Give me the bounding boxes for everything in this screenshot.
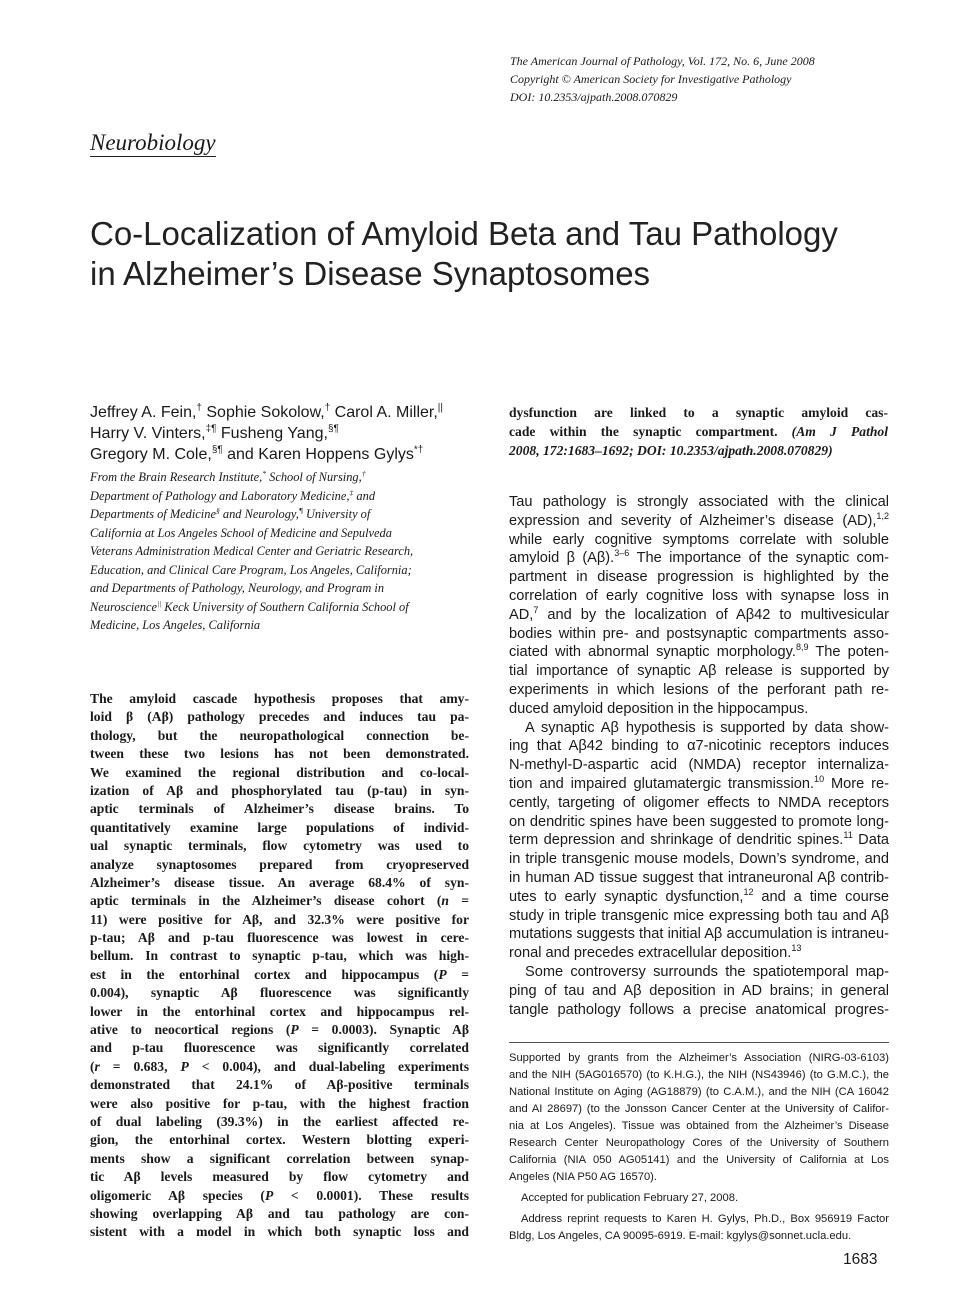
affiliation-line: and Departments of Pathology, Neurology, and Program in [90, 581, 385, 595]
affiliation-mark: § [215, 505, 220, 515]
body-line: while early cognitive symptoms correlate with soluble [509, 531, 889, 548]
abstract-line: (r = 0.683, P < 0.004), and dual-labeling experiments [90, 1058, 469, 1074]
footnote-funding-line: nia at Los Angeles). Tissue was obtained from the Alzheimer’s Disease [509, 1120, 889, 1132]
affiliations [90, 468, 475, 635]
abstract-line: aptic terminals in the Alzheimer’s disease cohort (n = [90, 893, 469, 909]
body-line: N-methyl-D-aspartic acid (NMDA) receptor internaliza- [509, 757, 889, 774]
abstract-line: ual synaptic terminals, flow cytometry was used to [90, 838, 469, 854]
affiliation-text: Department of Pathology and Laboratory Medicine, [90, 488, 350, 503]
body-line: ciated with abnormal synaptic morphology.$^{8,9}$ The poten- [509, 643, 889, 661]
footnote-funding-line: Angeles (NIA P50 AG 16570). [509, 1171, 658, 1183]
abstract-line: loid β (Aβ) pathology precedes and induces tau pa- [90, 709, 469, 725]
affiliation-text: Neuroscience [90, 599, 157, 614]
footnote-divider [509, 1042, 889, 1043]
affiliation-line [90, 598, 475, 617]
footnote-funding-line: and AI 28697) (to the Jonsson Cancer Center at the University of Califor- [509, 1103, 889, 1115]
body-line: experiments in which lesions of the perforant path re- [509, 681, 889, 698]
author-affiliation-mark: §¶ [211, 444, 223, 456]
body-line: Some controversy surrounds the spatiotemporal map- [525, 963, 889, 980]
affiliation-text: Departments of Medicine [90, 507, 216, 521]
body-line: cently, targeting of oligomer effects to NMDA receptors [509, 794, 889, 811]
body-line: ronal and precedes extracellular deposition.$^{13}$ [509, 943, 802, 962]
body-line: duced amyloid deposition in the hippocampus. [509, 700, 809, 717]
affiliation-line: Medicine, Los Angeles, California [90, 618, 261, 632]
title-line: in Alzheimer’s Disease Synaptosomes [90, 255, 651, 292]
body-line: study in triple transgenic mice expressing both tau and Aβ [509, 907, 889, 924]
body-text [509, 493, 889, 1019]
body-line: utes to early synaptic dysfunction,$^{12}$ and a time course [509, 887, 889, 905]
affiliation-text: From the Brain Research Institute, [90, 470, 263, 484]
affiliation-text: and Neurology, [219, 507, 299, 521]
affiliation-line: Education, and Clinical Care Program, Los Angeles, California; [90, 562, 412, 577]
body-line: mutations suggests that initial Aβ accumulation is intraneu- [509, 926, 889, 943]
abstract-line: bellum. In contrast to synaptic p-tau, which was high- [90, 948, 469, 964]
affiliation-mark: ¶ [298, 505, 303, 515]
article-title [90, 214, 890, 294]
affiliation-mark: * [262, 468, 267, 478]
abstract-line: gion, the entorhinal cortex. Western blotting experi- [90, 1132, 469, 1148]
body-line: expression and severity of Alzheimer’s disease (AD),$^{1,2}$ [509, 511, 889, 529]
footnote-funding-line: California (NIA 050 AG05141) and the University of California at Los [509, 1154, 889, 1166]
footnote-funding-line: and the NIH (5AG016570) (to K.H.G.), the NIH (NS43946) (to G.M.C.), the [509, 1069, 889, 1081]
author-affiliation-mark: † [196, 402, 202, 414]
abstract-line: 0.004), synaptic Aβ fluorescence was significantly [90, 985, 469, 1001]
abstract-line [509, 441, 888, 460]
section-label [90, 130, 216, 156]
body-line: in triple transgenic mouse models, Down’s syndrome, and [509, 851, 889, 868]
affiliation-text: University of [302, 507, 371, 521]
body-line: term depression and shrinkage of dendritic spines.$^{11}$ Data [509, 831, 889, 849]
author-line [90, 423, 485, 444]
abstract-line: sistent with a model in which both synaptic loss and [90, 1224, 469, 1240]
copyright-line: Copyright © American Society for Investigative Pathology [510, 72, 792, 86]
abstract-line: ative to neocortical regions (P = 0.0003). Synaptic Aβ [90, 1022, 469, 1038]
author-affiliation-mark: † [324, 402, 331, 414]
footnote-reprint-line: Address reprint requests to Karen H. Gylys, Ph.D., Box 956919 Factor [521, 1213, 889, 1225]
body-line: A synaptic Aβ hypothesis is supported by data show- [525, 719, 889, 736]
journal-header [510, 52, 910, 106]
affiliation-mark: || [156, 598, 162, 608]
affiliation-line: Veterans Administration Medical Center and Geriatric Research, [90, 544, 414, 558]
body-line: in human AD tissue suggest that intraneuronal Aβ contrib- [509, 869, 889, 886]
author-list [90, 402, 485, 465]
author-name: and Karen Hoppens Gylys [222, 446, 414, 463]
body-line: tangle pathology follows a precise anatomical progres- [509, 1001, 889, 1018]
abstract-line: were also positive for p-tau, with the highest fraction [90, 1095, 469, 1111]
abstract-line: est in the entorhinal cortex and hippocampus (P = [90, 966, 469, 982]
abstract-line: quantitatively examine large populations of individ- [90, 819, 469, 835]
body-line: tion and impaired glutamatergic transmission.$^{10}$ More re- [509, 774, 889, 792]
affiliation-text: School of Nursing, [266, 470, 362, 484]
abstract-citation: (Am J Pathol [791, 424, 888, 440]
author-affiliation-mark: *† [413, 444, 424, 456]
abstract-line: We examined the regional distribution and co-local- [90, 764, 469, 780]
author-name: Fusheng Yang, [216, 425, 328, 442]
footnote-funding-line: Supported by grants from the Alzheimer’s Association (NIRG-03-6103) [509, 1052, 889, 1064]
affiliation-mark: † [361, 468, 366, 478]
body-line: ping of tau and Aβ deposition in AD brains; in general [509, 982, 889, 999]
footnote-reprint-line: Bldg, Los Angeles, CA 90095-6919. E-mail: kgylys@sonnet.ucla.edu. [509, 1230, 852, 1242]
abstract [90, 690, 469, 1242]
footnotes [509, 1050, 889, 1245]
author-line [90, 402, 485, 423]
affiliation-mark: ‡ [349, 487, 354, 497]
page-number: 1683 [843, 1251, 878, 1268]
footnote-funding-line: Research Center Neuropathology Cores of the University of Southern [509, 1137, 889, 1149]
body-line: Tau pathology is strongly associated with the clinical [509, 494, 889, 510]
author-name: Sophie Sokolow, [201, 404, 325, 421]
abstract-line: analyze synaptosomes prepared from cryopreserved [90, 856, 469, 872]
author-affiliation-mark: §¶ [327, 423, 339, 435]
abstract-line: and p-tau fluorescence was significantly correlated [90, 1040, 469, 1056]
affiliation-text: Keck University of Southern California School of [161, 599, 409, 614]
author-name: Jeffrey A. Fein, [90, 404, 197, 421]
section-label-text: Neurobiology [90, 130, 216, 155]
body-line: tial importance of synaptic Aβ release is supported by [509, 663, 889, 680]
abstract-line: ization of Aβ and phosphorylated tau (p-tau) in syn- [90, 782, 469, 798]
abstract-line: oligomeric Aβ species (P < 0.0001). These results [90, 1187, 469, 1203]
abstract-line: tween these two lesions has not been demonstrated. [90, 746, 469, 762]
body-line: on dendritic spines have been suggested to promote long- [509, 813, 889, 830]
abstract-line: of dual labeling (39.3%) in the earliest affected re- [90, 1113, 469, 1129]
footnote-funding-line: National Institute on Aging (AG18879) (to C.A.M.), and the NIH (CA 16042 [509, 1086, 889, 1098]
affiliation-text: and [353, 488, 376, 503]
abstract-line: ments show a significant correlation between synap- [90, 1150, 469, 1166]
author-name: Carol A. Miller, [330, 404, 438, 421]
body-line: amyloid β (Aβ).$^{3-6}$ The importance of the synaptic com- [509, 549, 889, 567]
abstract-citation: 2008, 172:1683–1692; DOI: 10.2353/ajpath.2008.070829) [509, 443, 833, 459]
abstract-line: lower in the entorhinal cortex and hippocampus rel- [90, 1003, 469, 1019]
abstract-line: showing overlapping Aβ and tau pathology are con- [90, 1205, 469, 1221]
body-line: AD,$^7$ and by the localization of Aβ42 to multivesicular [509, 605, 889, 623]
abstract-line: tic Aβ levels measured by flow cytometry and [90, 1169, 469, 1185]
abstract-line: aptic terminals of Alzheimer’s disease brains. To [90, 801, 469, 817]
abstract-continuation [509, 403, 888, 461]
body-line: ing that Aβ42 binding to α7-nicotinic receptors induces [509, 738, 889, 755]
abstract-line: p-tau; Aβ and p-tau fluorescence was lowest in cere- [90, 930, 469, 946]
footnote-accepted: Accepted for publication February 27, 2008. [521, 1192, 739, 1204]
affiliation-line [90, 468, 475, 487]
abstract-line: Alzheimer’s disease tissue. An average 68.4% of syn- [90, 874, 469, 890]
author-name: Harry V. Vinters, [90, 425, 206, 442]
journal-citation-line: The American Journal of Pathology, Vol. 172, No. 6, June 2008 [510, 54, 815, 68]
author-line [90, 444, 485, 465]
doi-line: DOI: 10.2353/ajpath.2008.070829 [510, 90, 678, 104]
author-name: Gregory M. Cole, [90, 446, 212, 463]
abstract-line [509, 422, 888, 441]
author-affiliation-mark: || [437, 402, 443, 414]
abstract-line: 11) were positive for Aβ, and 32.3% were positive for [90, 911, 469, 927]
affiliation-line [90, 505, 475, 524]
abstract-line: thology, but the neuropathological connection be- [90, 727, 469, 743]
affiliation-line: California at Los Angeles School of Medicine and Sepulveda [90, 525, 392, 540]
body-line: bodies within pre- and postsynaptic compartments asso- [509, 625, 889, 642]
body-line: correlation of early cognitive loss with synapse loss in [509, 587, 889, 604]
abstract-line-text: cade within the synaptic compartment. [509, 424, 778, 440]
abstract-line: demonstrated that 24.1% of Aβ-positive terminals [90, 1077, 469, 1093]
author-affiliation-mark: ‡¶ [205, 423, 217, 435]
affiliation-line [90, 487, 475, 506]
abstract-line: The amyloid cascade hypothesis proposes that amy- [90, 691, 469, 706]
title-line: Co-Localization of Amyloid Beta and Tau Pathology [90, 215, 838, 252]
body-line: partment in disease progression is highlighted by the [509, 569, 889, 586]
abstract-line: dysfunction are linked to a synaptic amyloid cas- [509, 405, 888, 420]
